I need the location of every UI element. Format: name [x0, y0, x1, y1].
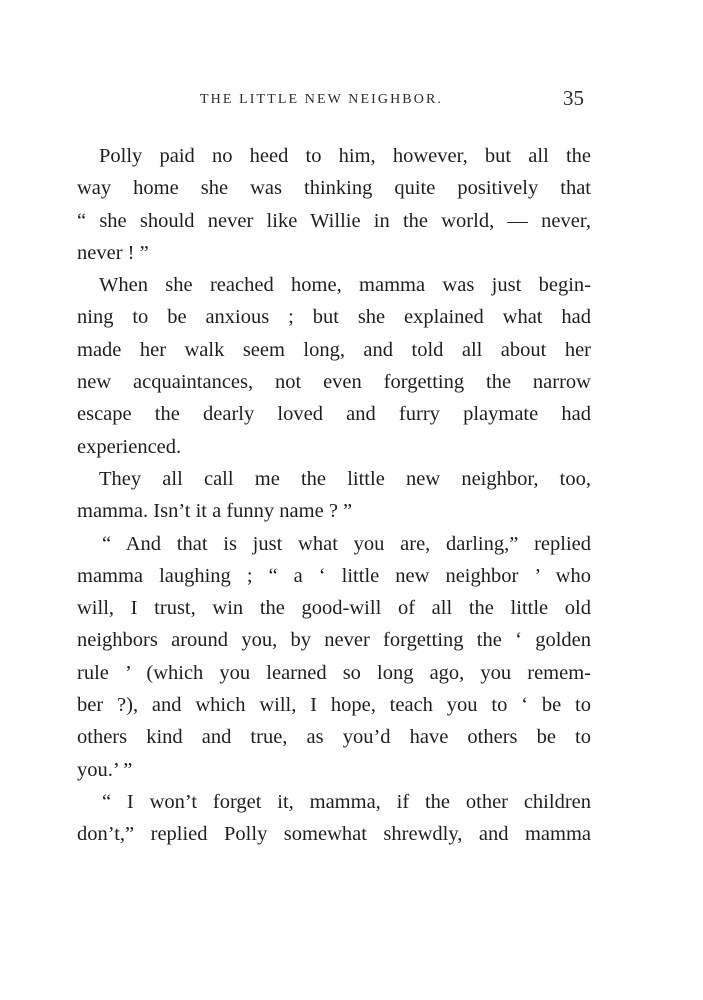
text-line: When she reached home, mamma was just begin-: [99, 274, 591, 297]
text-line: “ she should never like Willie in the world, — never,: [77, 209, 591, 232]
text-line: will, I trust, win the good-will of all the little old: [77, 597, 591, 620]
running-title: THE LITTLE NEW NEIGHBOR.: [200, 92, 443, 107]
text-line: “ And that is just what you are, darling,” replied: [102, 532, 591, 555]
text-line: Polly paid no heed to him, however, but all the: [99, 145, 591, 167]
text-line: new acquaintances, not even forgetting the narrow: [77, 371, 591, 394]
text-line: ber ?), and which will, I hope, teach you to ‘ be to: [77, 694, 591, 717]
text-line: made her walk seem long, and told all about her: [77, 338, 591, 361]
text-line: don’t,” replied Polly somewhat shrewdly, and mamma: [77, 823, 591, 846]
text-line: way home she was thinking quite positively that: [77, 177, 591, 200]
text-line: ning to be anxious ; but she explained what had: [77, 306, 591, 329]
text-line: mamma. Isn’t it a funny name ? ”: [77, 500, 353, 523]
text-line: mamma laughing ; “ a ‘ little new neighbor ’ who: [77, 564, 591, 587]
text-line: others kind and true, as you’d have others be to: [77, 726, 591, 749]
body-text: [77, 140, 591, 851]
text-line: experienced.: [77, 435, 182, 458]
text-line: never ! ”: [77, 241, 149, 264]
text-line: escape the dearly loved and furry playmate had: [77, 403, 591, 426]
text-line: rule ’ (which you learned so long ago, you remem-: [77, 661, 591, 684]
page-number: 35: [563, 86, 584, 110]
text-line: “ I won’t forget it, mamma, if the other children: [102, 790, 591, 813]
text-line: you.’ ”: [77, 758, 133, 781]
text-line: They all call me the little new neighbor, too,: [99, 467, 591, 490]
text-line: neighbors around you, by never forgetting the ‘ golden: [77, 629, 591, 652]
